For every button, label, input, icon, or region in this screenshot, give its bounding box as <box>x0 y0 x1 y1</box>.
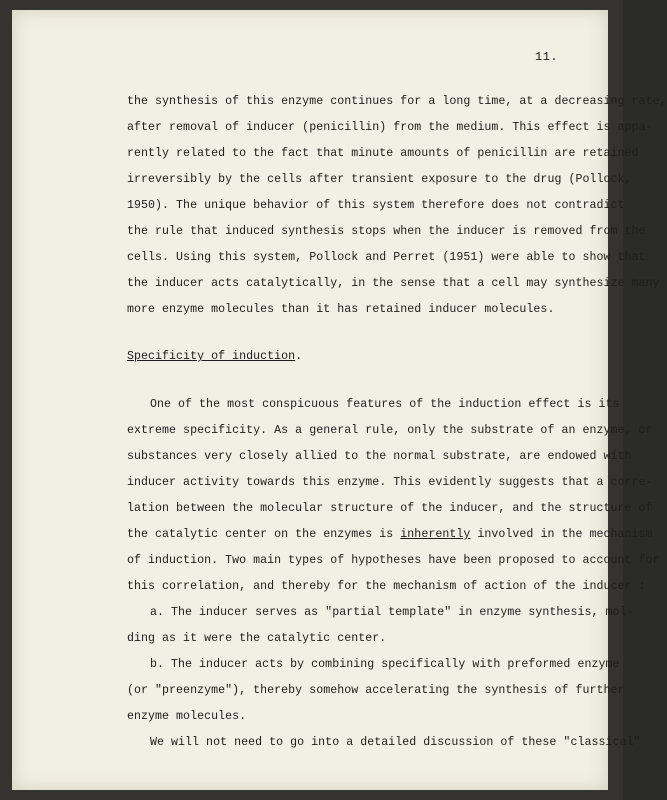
item-b-line-1: b. The inducer acts by combining specifically with preformed enzyme <box>150 658 620 671</box>
paragraph-2-line-2: extreme specificity. As a general rule, only the substrate of an enzyme, or <box>127 424 653 437</box>
item-a-line-2: ding as it were the catalytic center. <box>127 632 387 645</box>
paragraph-2-line-3: substances very closely allied to the normal substrate, are endowed with <box>127 450 632 463</box>
document-page <box>12 10 667 790</box>
section-heading-period: . <box>295 350 303 363</box>
paragraph-2-line-8: this correlation, and thereby for the mechanism of action of the inducer : <box>127 580 646 593</box>
paragraph-2-line-1: One of the most conspicuous features of the induction effect is its <box>150 398 620 411</box>
page-number: 11. <box>535 50 559 64</box>
last-line: We will not need to go into a detailed discussion of these "classical" <box>150 736 641 749</box>
section-heading <box>127 350 597 363</box>
paragraph-1-line-2: after removal of inducer (penicillin) from the medium. This effect is appa- <box>127 121 653 134</box>
paragraph-2-line-5: lation between the molecular structure of the inducer, and the structure of <box>127 502 653 515</box>
item-a-line-1: a. The inducer serves as "partial template" in enzyme synthesis, mol- <box>150 606 634 619</box>
section-heading-text: Specificity of induction <box>127 350 296 363</box>
paragraph-1-line-1: the synthesis of this enzyme continues for a long time, at a decreasing rate, <box>127 95 667 108</box>
paragraph-2-line-6 <box>127 528 653 541</box>
paragraph-1-line-3: rently related to the fact that minute amounts of penicillin are retained <box>127 147 639 160</box>
paragraph-1-line-4: irreversibly by the cells after transient exposure to the drug (Pollock, <box>127 173 632 186</box>
paragraph-1-line-5: 1950). The unique behavior of this system therefore does not contradict <box>127 199 625 212</box>
item-b-line-2: (or "preenzyme"), thereby somehow accelerating the synthesis of further <box>127 684 625 697</box>
paragraph-2-line-4: inducer activity towards this enzyme. This evidently suggests that a corre- <box>127 476 653 489</box>
paragraph-1-line-9: more enzyme molecules than it has retained inducer molecules. <box>127 303 555 316</box>
inherently-line-before: the catalytic center on the enzymes is <box>127 528 401 541</box>
paragraph-1-line-6: the rule that induced synthesis stops when the inducer is removed from the <box>127 225 646 238</box>
paragraph-1-line-8: the inducer acts catalytically, in the sense that a cell may synthesize many <box>127 277 660 290</box>
paragraph-2-line-7: of induction. Two main types of hypotheses have been proposed to account for <box>127 554 660 567</box>
paragraph-1-line-7: cells. Using this system, Pollock and Perret (1951) were able to show that <box>127 251 646 264</box>
inherently-line-after: involved in the mechanism <box>470 528 653 541</box>
inherently-word: inherently <box>400 528 471 541</box>
item-b-line-3: enzyme molecules. <box>127 710 247 723</box>
